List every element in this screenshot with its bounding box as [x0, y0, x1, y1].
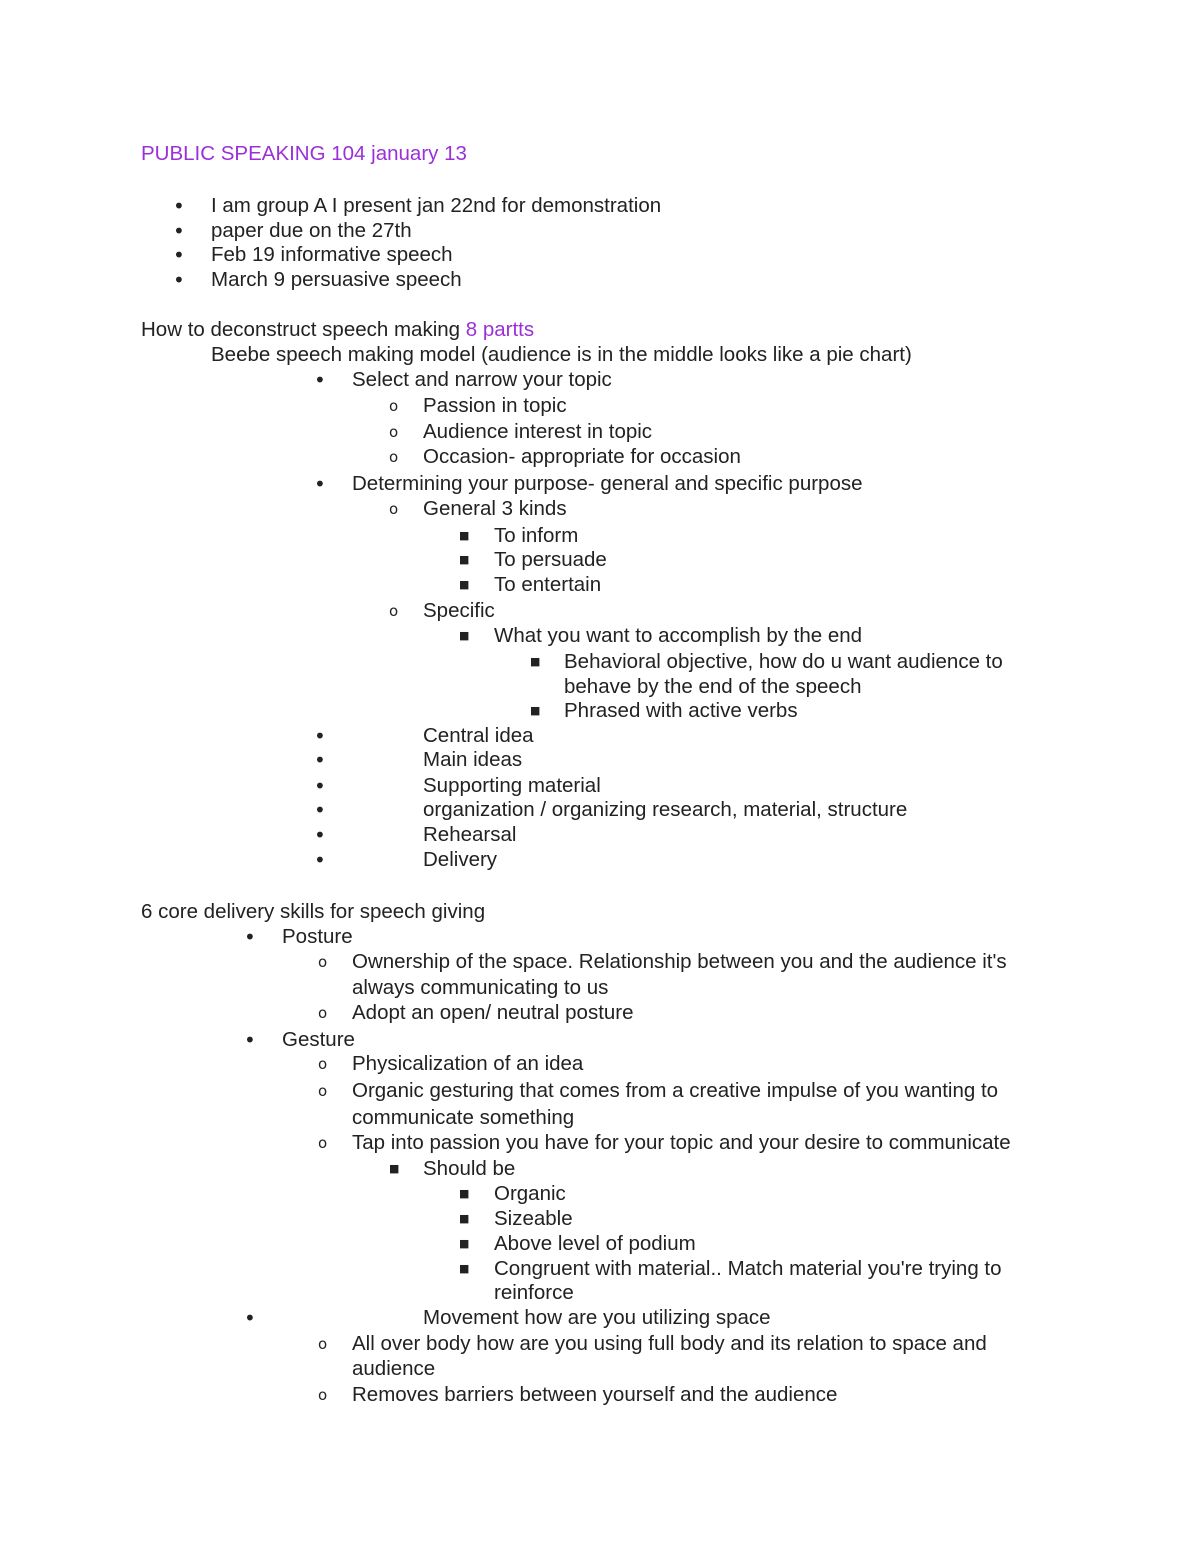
bullet-icon: • — [314, 798, 326, 822]
bullet-icon: • — [173, 219, 185, 243]
list-item-text: Above level of podium — [494, 1232, 696, 1255]
circle-bullet-icon: o — [318, 953, 328, 971]
square-bullet-icon: ■ — [459, 1237, 470, 1250]
list-item-text: All over body how are you using full body and its relation to space and — [352, 1332, 987, 1355]
bullet-icon: • — [314, 774, 326, 798]
list-item-text: Sizeable — [494, 1207, 573, 1230]
list-item-text: General 3 kinds — [423, 497, 567, 520]
list-item-text: Determining your purpose- general and specific purpose — [352, 472, 863, 495]
square-bullet-icon: ■ — [459, 553, 470, 566]
square-bullet-icon: ■ — [459, 629, 470, 642]
circle-bullet-icon: o — [389, 448, 399, 466]
square-bullet-icon: ■ — [389, 1162, 400, 1175]
circle-bullet-icon: o — [318, 1055, 328, 1073]
bullet-icon: • — [314, 748, 326, 772]
list-item-text: March 9 persuasive speech — [211, 268, 462, 291]
list-item-text: Organic — [494, 1182, 566, 1205]
list-item-text: Feb 19 informative speech — [211, 243, 453, 266]
list-item-text: Gesture — [282, 1028, 355, 1051]
list-item-text: What you want to accomplish by the end — [494, 624, 863, 647]
bullet-icon: • — [314, 848, 326, 872]
heading-text: 6 core delivery skills for speech giving — [141, 900, 486, 923]
square-bullet-icon: ■ — [530, 655, 541, 668]
bullet-icon: • — [314, 724, 326, 748]
model-text: Beebe speech making model (audience is in the middle looks like a pie chart) — [211, 343, 912, 366]
list-item-text: To entertain — [494, 573, 602, 596]
list-item-text: To inform — [494, 524, 579, 547]
circle-bullet-icon: o — [389, 423, 399, 441]
bullet-icon: • — [173, 268, 185, 292]
bullet-icon: • — [173, 243, 185, 267]
list-item-text: Removes barriers between yourself and the audience — [352, 1383, 838, 1406]
bullet-icon: • — [244, 925, 256, 949]
list-item-text: Organic gesturing that comes from a creative impulse of you wanting to — [352, 1079, 999, 1102]
circle-bullet-icon: o — [389, 397, 399, 415]
list-item-text: Congruent with material.. Match material you're trying to — [494, 1257, 1002, 1280]
square-bullet-icon: ■ — [459, 529, 470, 542]
list-item-text: To persuade — [494, 548, 607, 571]
list-item-text: Occasion- appropriate for occasion — [423, 445, 741, 468]
list-item-text: Main ideas — [423, 748, 523, 771]
list-item-text: paper due on the 27th — [211, 219, 412, 242]
circle-bullet-icon: o — [318, 1082, 328, 1100]
list-item-text: Movement how are you utilizing space — [423, 1306, 771, 1329]
list-item-text: Rehearsal — [423, 823, 517, 846]
list-item-text: Tap into passion you have for your topic and your desire to communicate — [352, 1131, 1011, 1154]
square-bullet-icon: ■ — [459, 1212, 470, 1225]
circle-bullet-icon: o — [389, 500, 399, 518]
title-text: PUBLIC SPEAKING 104 january 13 — [141, 142, 467, 165]
list-item-text: Passion in topic — [423, 394, 567, 417]
bullet-icon: • — [314, 368, 326, 392]
bullet-icon: • — [244, 1028, 256, 1052]
list-item-text: audience — [352, 1357, 436, 1380]
list-item-text: Phrased with active verbs — [564, 699, 798, 722]
list-item-text: Behavioral objective, how do u want audience to — [564, 650, 1003, 673]
heading-text: How to deconstruct speech making — [141, 318, 466, 341]
circle-bullet-icon: o — [318, 1004, 328, 1022]
circle-bullet-icon: o — [318, 1335, 328, 1353]
square-bullet-icon: ■ — [459, 578, 470, 591]
list-item-text: communicate something — [352, 1106, 575, 1129]
bullet-icon: • — [244, 1306, 256, 1330]
list-item-text: Supporting material — [423, 774, 601, 797]
list-item-text: I am group A I present jan 22nd for demonstration — [211, 194, 662, 217]
circle-bullet-icon: o — [389, 602, 399, 620]
list-item-text: always communicating to us — [352, 976, 609, 999]
list-item-text: Specific — [423, 599, 495, 622]
list-item-text: organization / organizing research, material, structure — [423, 798, 908, 821]
square-bullet-icon: ■ — [530, 704, 541, 717]
list-item-text: Posture — [282, 925, 353, 948]
list-item-text: Select and narrow your topic — [352, 368, 612, 391]
list-item-text: behave by the end of the speech — [564, 675, 862, 698]
circle-bullet-icon: o — [318, 1386, 328, 1404]
list-item-text: Delivery — [423, 848, 498, 871]
list-item-text: reinforce — [494, 1281, 574, 1304]
list-item-text: Ownership of the space. Relationship between you and the audience it's — [352, 950, 1007, 973]
list-item-text: Adopt an open/ neutral posture — [352, 1001, 634, 1024]
circle-bullet-icon: o — [318, 1134, 328, 1152]
square-bullet-icon: ■ — [459, 1262, 470, 1275]
square-bullet-icon: ■ — [459, 1187, 470, 1200]
list-item-text: Audience interest in topic — [423, 420, 653, 443]
list-item-text: Central idea — [423, 724, 534, 747]
heading-accent: 8 partts — [465, 318, 535, 341]
list-item-text: Physicalization of an idea — [352, 1052, 584, 1075]
bullet-icon: • — [173, 194, 185, 218]
bullet-icon: • — [314, 472, 326, 496]
list-item-text: Should be — [423, 1157, 516, 1180]
bullet-icon: • — [314, 823, 326, 847]
